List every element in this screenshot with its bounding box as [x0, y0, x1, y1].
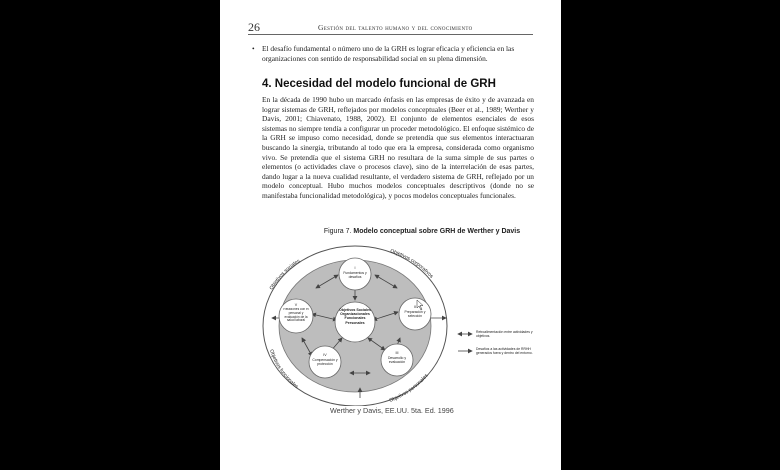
section-title: 4. Necesidad del modelo funcional de GRH: [262, 78, 496, 90]
legend-item-2: Desafíos a las actividades de RRHH generados fuera y dentro del entorno.: [476, 347, 533, 355]
node-iv-num: IV: [323, 353, 327, 357]
document-page: [220, 0, 561, 470]
figure-label: Figura 7.: [323, 228, 352, 235]
node-v: [279, 299, 313, 333]
figure-title: Modelo conceptual sobre GRH de Werther y Davis: [353, 228, 521, 235]
node-v-label: Relaciones con el personal y evaluación de la salud laboral: [283, 308, 309, 323]
legend: [458, 330, 534, 363]
node-i: [339, 258, 371, 290]
legend-item-1: Retroalimentación entre actividades y objetivos.: [476, 330, 533, 338]
figure-caption: [292, 228, 552, 235]
bullet-text: El desafío fundamental o número uno de la GRH es lograr eficacia y eficiencia en las organizaciones con sentido de responsabilidad social en su plena dimensión.: [262, 44, 515, 63]
body-paragraph: En la década de 1990 hubo un marcado énfasis en las empresas de éxito y de avanzada en lograr sistemas de GRH, reflejados por modelos conceptuales (Beer et al., 1989; Werther y Davis, 2001; Chiavenato, 1988, 2002). El conjunto de elementos esenciales de esos sistemas no siempre tendía a configurar un proceder metodológico. El enfoque sistémico de la GRH se impuso como necesidad, donde se pretendía que sus elementos interactuaran buscando la sinergia, tributando al todo que era la empresa, considerada como organismo vivo. Se pretendía que el sistema GRH no resultara de la suma simple de sus partes o elementos (o actividades clave o procesos clave), sino de la interrelación de esas partes, dando lugar a la nueva cualidad resultante, el verdadero sistema de GRH, reflejado por un modelo conceptual. Hubo muchos modelos conceptuales descriptivos (donde no se manifestaba funcionalidad metodológica), y pocos modelos conceptuales funcionales.: [262, 95, 534, 200]
node-iv: [309, 346, 341, 378]
center-node-label: Objetivos Sociales Organizacionales Funcionales Personales: [339, 308, 371, 325]
node-i-num: I: [354, 266, 356, 270]
label-personal-objectives: Objetivos personales: [388, 372, 430, 404]
node-iii-label: Desarrollo y evaluación: [387, 356, 407, 364]
node-iv-label: Compensación y protección: [312, 358, 338, 366]
node-v-num: V: [294, 303, 298, 307]
label-social-objectives: Objetivos sociales: [268, 258, 302, 292]
label-corporate-objectives: Objetivos corporativos: [389, 248, 435, 280]
node-i-label: Fundamentos y desafíos: [343, 271, 367, 279]
bullet-icon: •: [252, 44, 255, 53]
running-title: Gestión del talento humano y del conocimiento: [318, 23, 473, 32]
bullet-item: [252, 44, 520, 64]
node-ii: [399, 298, 431, 330]
page-header: [248, 20, 533, 35]
node-ii-label: Preparación y selección: [404, 310, 426, 318]
label-functional-objectives: Objetivos funcionales: [268, 348, 300, 391]
figure-source: Werther y Davis, EE.UU. 5ta. Ed. 1996: [330, 406, 454, 415]
node-iii: [381, 344, 413, 376]
node-ii-num: II: [414, 305, 416, 309]
page-number: 26: [248, 20, 260, 34]
node-iii-num: III: [395, 351, 399, 355]
grh-model-diagram: [250, 238, 550, 406]
